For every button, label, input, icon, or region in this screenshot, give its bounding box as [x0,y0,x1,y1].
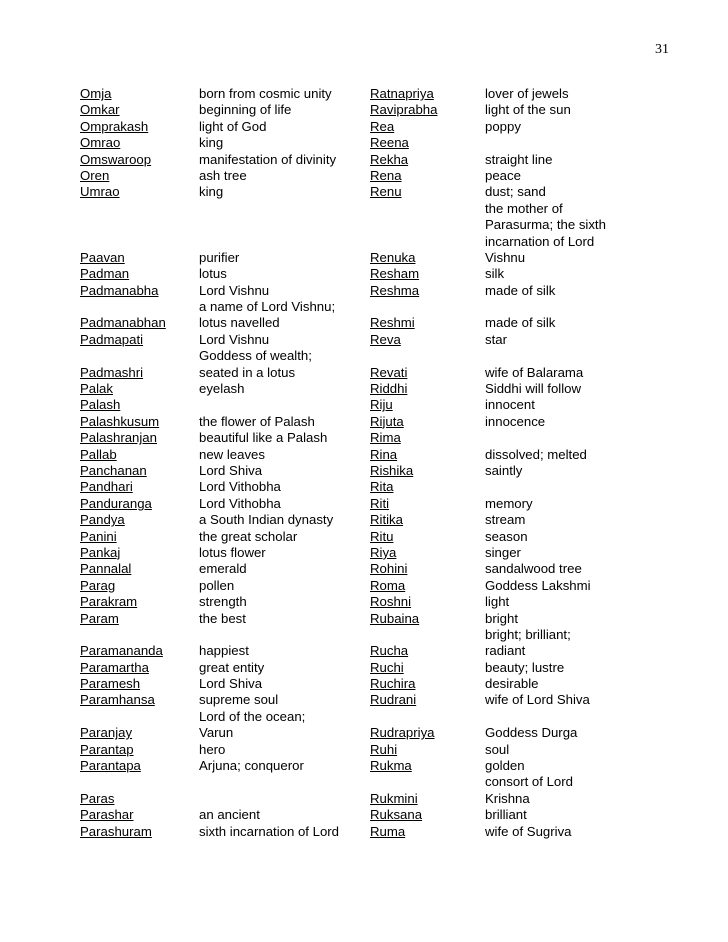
table-row [80,119,700,135]
right-name-cell: Rijuta [370,413,404,429]
left-name-cell: Paavan [80,249,125,265]
left-meaning-cell: Lord Vishnu [199,282,270,298]
right-name-cell: Ratnapriya [370,86,434,101]
table-row [80,250,700,266]
left-name-cell: Paramhansa [80,692,155,708]
left-name-cell: Parashuram [80,823,152,839]
right-name-cell: Renuka [370,249,416,265]
right-name-cell: Rohini [370,561,408,577]
right-meaning-cell: poppy [485,118,521,134]
table-row [80,381,700,397]
right-meaning-cell: peace [485,167,521,183]
left-meaning-cell: Lord Vithobha [199,495,281,511]
right-meaning-cell: stream [485,512,526,528]
right-meaning-cell: Siddhi will follow [485,381,582,397]
right-meaning-cell: singer [485,544,521,560]
left-name-cell: Palak [80,381,113,397]
table-row [80,807,700,823]
right-meaning-cell: beauty; lustre [485,659,565,675]
table-row [80,676,700,692]
right-meaning-cell: innocent [485,397,535,413]
right-meaning-cell: consort of Lord [485,774,573,790]
right-name-cell: Rea [370,118,395,134]
right-name-cell: Roshni [370,594,412,610]
left-meaning-cell: the best [199,610,246,626]
left-meaning-cell: a name of Lord Vishnu; [199,299,336,315]
left-meaning-cell: new leaves [199,446,265,462]
right-meaning-cell: innocence [485,413,546,429]
left-meaning-cell: Lord Vishnu [199,331,270,347]
left-name-cell: Umrao [80,184,120,200]
right-meaning-cell: saintly [485,462,523,478]
right-name-cell: Rukma [370,758,412,774]
left-name-cell: Omkar [80,102,120,118]
table-row [80,217,700,233]
table-row [80,725,700,741]
left-name-cell: Param [80,610,119,626]
right-name-cell: Riya [370,544,397,560]
left-name-cell: Paranjay [80,725,133,741]
left-name-cell: Padmapati [80,331,144,347]
left-name-cell: Parantap [80,741,134,757]
right-meaning-cell: the mother of [485,200,563,216]
right-name-cell: Roma [370,577,406,593]
table-row [80,692,700,708]
right-meaning-cell: made of silk [485,315,556,331]
left-meaning-cell: Lord Shiva [199,676,263,692]
left-meaning-cell: hero [199,741,226,757]
table-row [80,709,700,725]
right-name-cell: Riti [370,495,390,511]
table-row [80,184,700,200]
table-row [80,561,700,577]
left-name-cell: Palashranjan [80,430,157,446]
right-name-cell: Renu [370,184,402,200]
table-row [80,660,700,676]
right-name-cell: Ruchira [370,676,416,692]
right-meaning-cell: Krishna [485,790,530,806]
table-row [80,315,700,331]
table-row [80,594,700,610]
table-row [80,299,700,315]
table-row [80,578,700,594]
left-meaning-cell: a South Indian dynasty [199,512,334,528]
left-meaning-cell: manifestation of divinity [199,151,337,167]
left-name-cell: Pankaj [80,544,121,560]
left-meaning-cell: king [199,184,224,200]
table-row [80,168,700,184]
right-meaning-cell: golden [485,758,525,774]
right-meaning-cell: silk [485,266,505,282]
left-name-cell: Omswaroop [80,151,152,167]
table-row [80,742,700,758]
right-meaning-cell: radiant [485,643,526,659]
left-name-cell: Omja [80,86,112,101]
right-meaning-cell: lover of jewels [485,86,569,101]
right-meaning-cell: Goddess Lakshmi [485,577,591,593]
left-meaning-cell: Varun [199,725,234,741]
table-row [80,791,700,807]
left-meaning-cell: great entity [199,659,265,675]
left-name-cell: Pannalal [80,561,132,577]
table-row [80,758,700,774]
right-name-cell: Rishika [370,462,414,478]
table-row [80,135,700,151]
left-name-cell: Padman [80,266,130,282]
left-meaning-cell: lotus navelled [199,315,280,331]
name-table [80,86,700,840]
table-row [80,365,700,381]
table-row [80,397,700,413]
left-meaning-cell: lotus [199,266,227,282]
right-meaning-cell: season [485,528,528,544]
right-meaning-cell: star [485,331,507,347]
left-name-cell: Paramananda [80,643,163,659]
right-meaning-cell: incarnation of Lord [485,233,595,249]
table-row [80,283,700,299]
right-meaning-cell: Vishnu [485,249,526,265]
table-row [80,234,700,250]
right-meaning-cell: desirable [485,676,539,692]
table-row [80,774,700,790]
table-row [80,414,700,430]
right-name-cell: Ritika [370,512,403,528]
right-name-cell: Ruksana [370,807,423,823]
table-row [80,86,700,102]
right-meaning-cell: dust; sand [485,184,546,200]
right-name-cell: Riju [370,397,393,413]
table-row [80,643,700,659]
left-name-cell: Palash [80,397,121,413]
right-meaning-cell: bright; brilliant; [485,626,571,642]
table-row [80,545,700,561]
table-row [80,627,700,643]
left-meaning-cell: eyelash [199,381,245,397]
table-row [80,332,700,348]
left-meaning-cell: light of God [199,118,267,134]
table-row [80,611,700,627]
right-meaning-cell: soul [485,741,510,757]
left-name-cell: Parag [80,577,116,593]
right-name-cell: Rena [370,167,402,183]
table-row [80,201,700,217]
right-meaning-cell: brilliant [485,807,527,823]
right-meaning-cell: made of silk [485,282,556,298]
right-name-cell: Rina [370,446,398,462]
right-name-cell: Reva [370,331,401,347]
right-name-cell: Rita [370,479,394,495]
left-name-cell: Omprakash [80,118,149,134]
right-name-cell: Ritu [370,528,394,544]
left-meaning-cell: emerald [199,561,247,577]
right-name-cell: Rubaina [370,610,420,626]
left-meaning-cell: the flower of Palash [199,413,315,429]
table-row [80,102,700,118]
left-name-cell: Paramartha [80,659,149,675]
left-meaning-cell: Lord of the ocean; [199,708,306,724]
table-row [80,430,700,446]
right-meaning-cell: wife of Lord Shiva [485,692,590,708]
right-name-cell: Rucha [370,643,409,659]
left-meaning-cell: Lord Shiva [199,462,263,478]
page-number: 31 [655,42,669,57]
right-name-cell: Revati [370,364,408,380]
left-name-cell: Parantapa [80,758,141,774]
left-name-cell: Panchanan [80,462,147,478]
left-name-cell: Parashar [80,807,134,823]
left-meaning-cell: beautiful like a Palash [199,430,328,446]
left-name-cell: Pandya [80,512,125,528]
left-meaning-cell: lotus flower [199,544,266,560]
left-name-cell: Paras [80,790,115,806]
table-row [80,479,700,495]
left-meaning-cell: Arjuna; conqueror [199,758,304,774]
left-name-cell: Padmanabhan [80,315,166,331]
left-meaning-cell: sixth incarnation of Lord [199,823,340,839]
right-meaning-cell: memory [485,495,533,511]
left-meaning-cell: ash tree [199,167,247,183]
right-meaning-cell: Goddess Durga [485,725,578,741]
right-meaning-cell: wife of Balarama [485,364,584,380]
left-name-cell: Pandhari [80,479,133,495]
left-name-cell: Parakram [80,594,138,610]
right-name-cell: Ruhi [370,741,398,757]
right-name-cell: Ruchi [370,659,404,675]
right-name-cell: Rudrapriya [370,725,435,741]
table-row [80,152,700,168]
right-meaning-cell: straight line [485,151,553,167]
left-name-cell: Oren [80,167,110,183]
left-name-cell: Padmanabha [80,282,159,298]
left-meaning-cell: purifier [199,249,240,265]
table-row [80,496,700,512]
left-meaning-cell: supreme soul [199,692,279,708]
left-name-cell: Pallab [80,446,117,462]
left-name-cell: Paramesh [80,676,141,692]
right-meaning-cell: light of the sun [485,102,571,118]
right-meaning-cell: wife of Sugriva [485,823,572,839]
right-name-cell: Raviprabha [370,102,438,118]
left-meaning-cell: seated in a lotus [199,364,296,380]
table-row [80,266,700,282]
left-name-cell: Padmashri [80,364,144,380]
table-row [80,463,700,479]
right-name-cell: Rekha [370,151,409,167]
left-name-cell: Panini [80,528,117,544]
right-name-cell: Rukmini [370,790,418,806]
right-meaning-cell: bright [485,610,518,626]
left-meaning-cell: king [199,135,224,151]
left-meaning-cell: Lord Vithobha [199,479,281,495]
left-name-cell: Panduranga [80,495,152,511]
right-name-cell: Rudrani [370,692,417,708]
right-name-cell: Resham [370,266,420,282]
table-row [80,824,700,840]
left-meaning-cell: pollen [199,577,235,593]
right-name-cell: Ruma [370,823,406,839]
left-meaning-cell: happiest [199,643,249,659]
left-meaning-cell: born from cosmic unity [199,86,332,101]
right-meaning-cell: light [485,594,510,610]
left-meaning-cell: an ancient [199,807,260,823]
right-meaning-cell: dissolved; melted [485,446,587,462]
left-meaning-cell: the great scholar [199,528,298,544]
right-name-cell: Reshma [370,282,420,298]
right-meaning-cell: sandalwood tree [485,561,582,577]
left-name-cell: Palashkusum [80,413,160,429]
left-name-cell: Omrao [80,135,121,151]
left-meaning-cell: beginning of life [199,102,292,118]
right-name-cell: Reena [370,135,409,151]
table-row [80,447,700,463]
table-row [80,512,700,528]
left-meaning-cell: Goddess of wealth; [199,348,312,364]
right-name-cell: Reshmi [370,315,415,331]
right-meaning-cell: Parasurma; the sixth [485,217,606,233]
right-name-cell: Rima [370,430,401,446]
left-meaning-cell: strength [199,594,247,610]
table-row [80,529,700,545]
right-name-cell: Riddhi [370,381,408,397]
table-row [80,348,700,364]
